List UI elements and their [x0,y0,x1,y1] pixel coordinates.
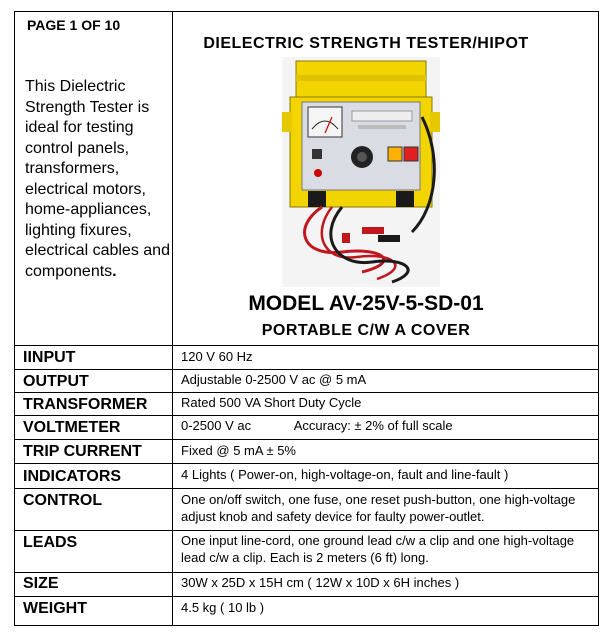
spec-label-voltmeter: VOLTMETER [23,419,121,436]
product-description [25,77,175,282]
row-divider [14,392,599,393]
spec-label-input: IINPUT [23,349,76,366]
row-divider [14,488,599,489]
description-text: This Dielectric Strength Tester is ideal for testing control panels, transformers, electrical motors, home-appliances, lighting fixures, electrical cables and components [25,78,170,280]
spec-value-output: Adjustable 0-2500 V ac @ 5 mA [181,372,367,387]
spec-value-indicators: 4 Lights ( Power-on, high-voltage-on, fault and line-fault ) [181,467,509,482]
spec-value-size: 30W x 25D x 15H cm ( 12W x 10D x 6H inches ) [181,575,460,590]
product-subtitle: PORTABLE C/W A COVER [261,322,471,339]
spec-value-trip-current: Fixed @ 5 mA ± 5% [181,443,296,458]
spec-value-input: 120 V 60 Hz [181,349,253,364]
row-divider [14,369,599,370]
header-divider [14,345,599,346]
spec-value-leads: One input line-cord, one ground lead c/w a clip and one high-voltage lead c/w a clip. Each is 2 meters (6 ft) long. [181,533,575,565]
product-photo [282,57,440,287]
spec-label-leads: LEADS [23,534,78,551]
spec-value-weight: 4.5 kg ( 10 lb ) [181,600,265,615]
spec-label-output: OUTPUT [23,373,89,390]
row-divider [14,596,599,597]
description-end: . [112,262,117,280]
spec-label-control: CONTROL [23,492,103,509]
spec-value-voltmeter: 0-2500 V ac Accuracy: ± 2% of full scale [181,418,453,433]
spec-label-transformer: TRANSFORMER [23,396,148,413]
spec-label-indicators: INDICATORS [23,468,122,485]
spec-label-weight: WEIGHT [23,600,87,617]
row-divider [14,415,599,416]
model-number: MODEL AV-25V-5-SD-01 [248,292,484,315]
spec-value-transformer: Rated 500 VA Short Duty Cycle [181,395,362,410]
page-number: PAGE 1 OF 10 [27,17,121,33]
spec-label-size: SIZE [23,575,59,592]
product-title: DIELECTRIC STRENGTH TESTER/HIPOT [203,35,529,52]
spec-value-control: One on/off switch, one fuse, one reset push-button, one high-voltage adjust knob and safety device for faulty power-outlet. [181,492,576,524]
spec-label-trip-current: TRIP CURRENT [23,443,142,460]
row-divider [14,463,599,464]
row-divider [14,439,599,440]
row-divider [14,530,599,531]
row-divider [14,572,599,573]
